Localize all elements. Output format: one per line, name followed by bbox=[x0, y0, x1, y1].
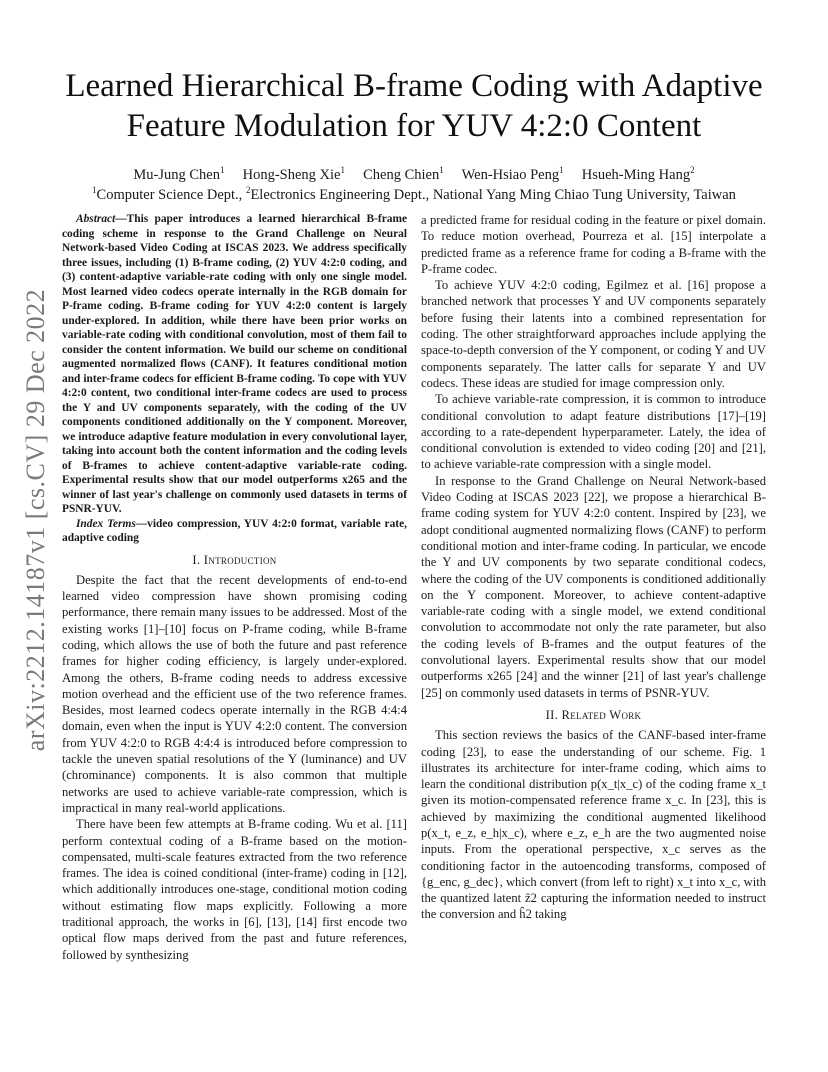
author: Cheng Chien$^1$ bbox=[363, 165, 444, 183]
title-line-2: Feature Modulation for YUV 4:2:0 Content bbox=[126, 108, 702, 144]
section-heading-introduction: I. Introduction bbox=[192, 552, 277, 567]
paragraph: This section reviews the basics of the CANF-based inter-frame coding [23], to ease the understanding of our scheme. Fig. 1 illustrates its architecture for inter-frame coding, which aims to learn the conditional distribution p(x_t|x_c) of the coding frame x_t given its motion-compensated reference frame x_c. In [23], this is achieved by maximizing the conditional augmented likelihood p(x_t, e_z, e_h|x_c), where e_z, e_h are the two augmented noise inputs. From the operational perspective, x_c serves as the conditioning factor in the autoencoding transforms, composed of {g_enc, g_dec}, which convert (from left to right) x_t into x_c, with the quantized latent ẑ2 capturing the information needed to instruct the conversion and ĥ2 taking bbox=[421, 728, 766, 922]
author: Hong-Sheng Xie$^1$ bbox=[242, 165, 345, 183]
title-line-1: Learned Hierarchical B-frame Coding with Adaptive bbox=[65, 68, 763, 104]
paragraph: Despite the fact that the recent developments of end-to-end learned video compression have shown promising coding performance, there remain many issues to be addressed. Most of the existing works [1]–[10] focus on P-frame coding, while B-frame coding, which allows the use of both the future and past reference frames for higher coding efficiency, is largely under-explored. Among the others, B-frame coding needs to address excessive motion overhead and the efficient use of the two reference frames. Besides, most learned codecs operate internally in the RGB 4:4:4 domain, even when the input is YUV 4:2:0 content. The conversion from YUV 4:2:0 to RGB 4:4:4 is introduced before compression to tackle the uneven spatial resolutions of the Y (luminance) and UV (chrominance) components. It is also common that multiple networks are used to achieve variable-rate compression, which is impractical in many real-world applications. bbox=[62, 572, 407, 815]
author: Mu-Jung Chen$^1$ bbox=[133, 165, 225, 183]
arxiv-identifier: arXiv:2212.14187v1 [cs.CV] 29 Dec 2022 bbox=[21, 288, 50, 752]
section-heading-related-work: II. Related Work bbox=[545, 707, 642, 722]
right-column bbox=[421, 212, 766, 923]
affiliations: $^1$Computer Science Dept., $^2$Electronics Engineering Dept., National Yang Ming Chiao Tung University, Taiwan bbox=[92, 185, 736, 203]
index-terms: Index Terms—video compression, YUV 4:2:0 format, variable rate, adaptive coding bbox=[62, 517, 407, 544]
left-column bbox=[62, 212, 407, 963]
paragraph: a predicted frame for residual coding in the feature or pixel domain. To reduce motion overhead, Pourreza et al. [15] interpolate a predicted frame as a reference frame for coding a B-frame with the P-frame codec. bbox=[421, 213, 766, 276]
paragraph: There have been few attempts at B-frame coding. Wu et al. [11] perform contextual coding of a B-frame based on the motion-compensated, multi-scale features extracted from the two reference frames. The idea is coined conditional (inter-frame) coding in [12], which additionally introduces one-stage, conditional motion coding without estimating flow maps explicitly. Following a more traditional approach, the works in [6], [13], [14] first encode two optical flow maps derived from the past and future references, followed by synthesizing bbox=[62, 817, 407, 962]
arxiv-sidebar bbox=[14, 0, 58, 1072]
paragraph: To achieve variable-rate compression, it is common to introduce conditional convolution to adapt feature distributions [17]–[19] according to a rate-dependent hyperparameter. Lately, the idea of conditional convolution is extended to video coding [20] and [21], to achieve variable-rate compression with a single model. bbox=[421, 392, 766, 472]
paragraph: In response to the Grand Challenge on Neural Network-based Video Coding at ISCAS 2023 [22], we propose a hierarchical B-frame coding system for YUV 4:2:0 content. Inspired by [23], we adopt conditional augmented normalizing flows (CANF) to perform conditional motion and inter-frame coding. In particular, we encode the Y and UV components by two separate conditional codecs, where the coding of the UV components is conditioned additionally on the Y component. Moreover, to achieve content-adaptive variable-rate coding with a single model, we extend conditional convolution to accommodate not only the rate parameter, but also the coding levels of B-frames and the output features of the convolutional layers. Experimental results show that our model outperforms x265 [24] and the winner [21] of last year's challenge [25] on commonly used datasets in terms of PSNR-YUV. bbox=[421, 473, 766, 700]
paragraph: To achieve YUV 4:2:0 coding, Egilmez et al. [16] propose a branched network that processes Y and UV components separately before fusing their latents into a combined representation for coding. The other straightforward approaches include applying the space-to-depth conversion of the Y component, or coding Y and UV components separately. The latter calls for separate Y and UV codecs. These ideas are studied for image compression only. bbox=[421, 278, 766, 390]
abstract: Abstract—This paper introduces a learned hierarchical B-frame coding scheme in response to the Grand Challenge on Neural Network-based Video Coding at ISCAS 2023. We address specifically three issues, including (1) B-frame coding, (2) YUV 4:2:0 coding, and (3) content-adaptive variable-rate coding with only one single model. Most learned video codecs operate internally in the RGB domain for P-frame coding. B-frame coding for YUV 4:2:0 content is largely under-explored. In addition, while there have been prior works on variable-rate coding with conditional convolution, most of them fail to consider the content information. We build our scheme on conditional augmented normalized flows (CANF). It features conditional motion and inter-frame codecs for efficient B-frame coding. To cope with YUV 4:2:0 content, two conditional inter-frame codecs are used to process the Y and UV components separately, with the coding of the UV components conditioned additionally on the Y component. Moreover, we introduce adaptive feature modulation in every convolutional layer, taking into account both the content information and the coding levels of B-frames to achieve content-adaptive variable-rate coding. Experimental results show that our model outperforms x265 and the winner of last year's challenge on commonly used datasets in terms of PSNR-YUV. bbox=[62, 213, 407, 515]
paper-title bbox=[60, 66, 768, 146]
author: Wen-Hsiao Peng$^1$ bbox=[461, 165, 564, 183]
author: Hsueh-Ming Hang$^2$ bbox=[581, 165, 695, 183]
